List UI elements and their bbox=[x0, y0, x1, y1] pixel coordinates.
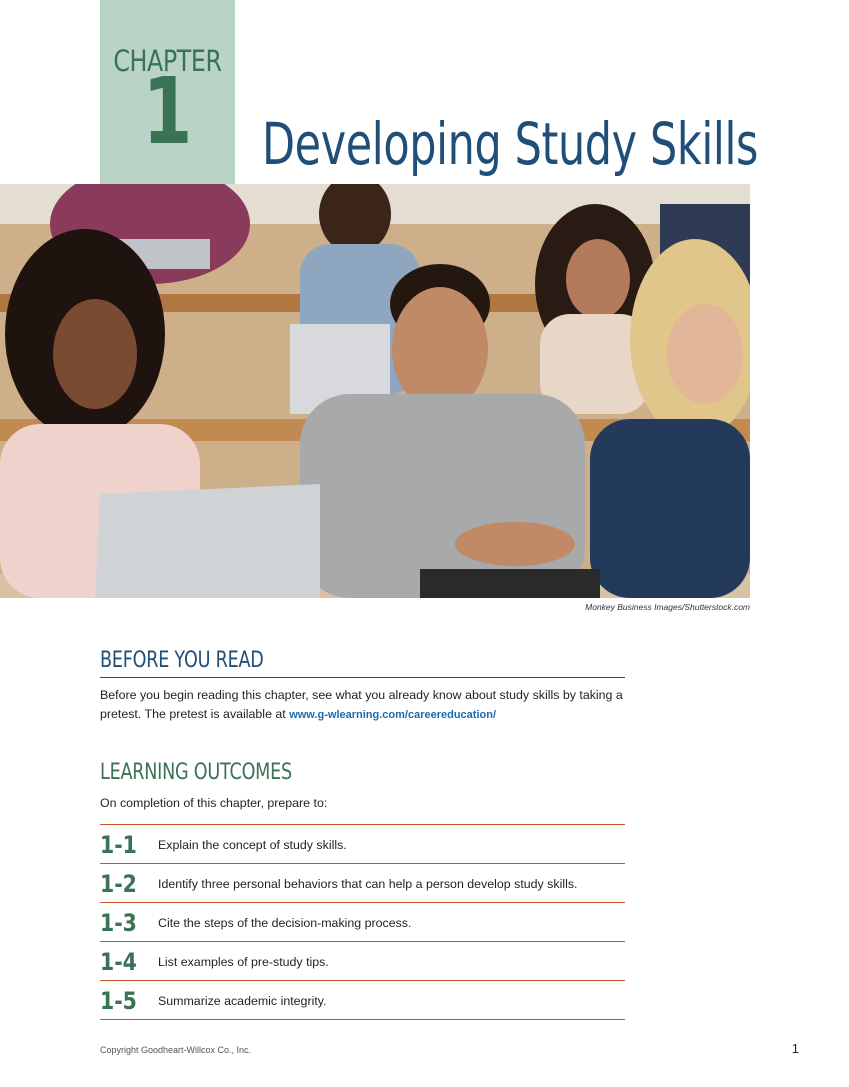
learning-outcomes-intro: On completion of this chapter, prepare to: bbox=[100, 796, 328, 810]
learning-outcomes-heading: LEARNING OUTCOMES bbox=[100, 760, 292, 785]
outcome-text: Summarize academic integrity. bbox=[158, 994, 327, 1008]
outcome-number: 1-4 bbox=[100, 948, 137, 976]
heading-divider bbox=[100, 677, 625, 678]
outcome-text: Explain the concept of study skills. bbox=[158, 838, 347, 852]
page-number: 1 bbox=[791, 1041, 799, 1056]
outcome-text: Cite the steps of the decision-making process. bbox=[158, 916, 412, 930]
outcome-text: Identify three personal behaviors that can help a person develop study skills. bbox=[158, 877, 578, 891]
outcome-item bbox=[100, 902, 625, 941]
outcome-number: 1-3 bbox=[100, 909, 137, 937]
outcome-item bbox=[100, 980, 625, 1020]
copyright-notice: Copyright Goodheart-Willcox Co., Inc. bbox=[100, 1045, 252, 1055]
chapter-label: CHAPTER bbox=[113, 44, 222, 78]
before-you-read-body: Before you begin reading this chapter, see what you already know about study skills by taking a pretest. The pretest is available at bbox=[100, 688, 623, 721]
outcome-item bbox=[100, 824, 625, 863]
learning-outcomes-list bbox=[100, 824, 625, 1020]
pretest-link[interactable]: www.g-wlearning.com/careereducation/ bbox=[289, 709, 496, 721]
chapter-number: 1 bbox=[142, 58, 193, 165]
outcome-number: 1-1 bbox=[100, 831, 137, 859]
outcome-number: 1-2 bbox=[100, 870, 137, 898]
outcome-item bbox=[100, 863, 625, 902]
photo-credit: Monkey Business Images/Shutterstock.com bbox=[585, 602, 750, 612]
outcome-text: List examples of pre-study tips. bbox=[158, 955, 329, 969]
outcome-number: 1-5 bbox=[100, 987, 137, 1015]
classroom-photo bbox=[0, 184, 750, 598]
chapter-title: Developing Study Skills bbox=[262, 110, 758, 178]
before-you-read-heading: BEFORE YOU READ bbox=[100, 648, 264, 673]
before-you-read-text bbox=[100, 686, 625, 725]
chapter-box bbox=[100, 0, 235, 184]
outcome-item bbox=[100, 941, 625, 980]
classroom-photo-illustration bbox=[0, 184, 750, 598]
